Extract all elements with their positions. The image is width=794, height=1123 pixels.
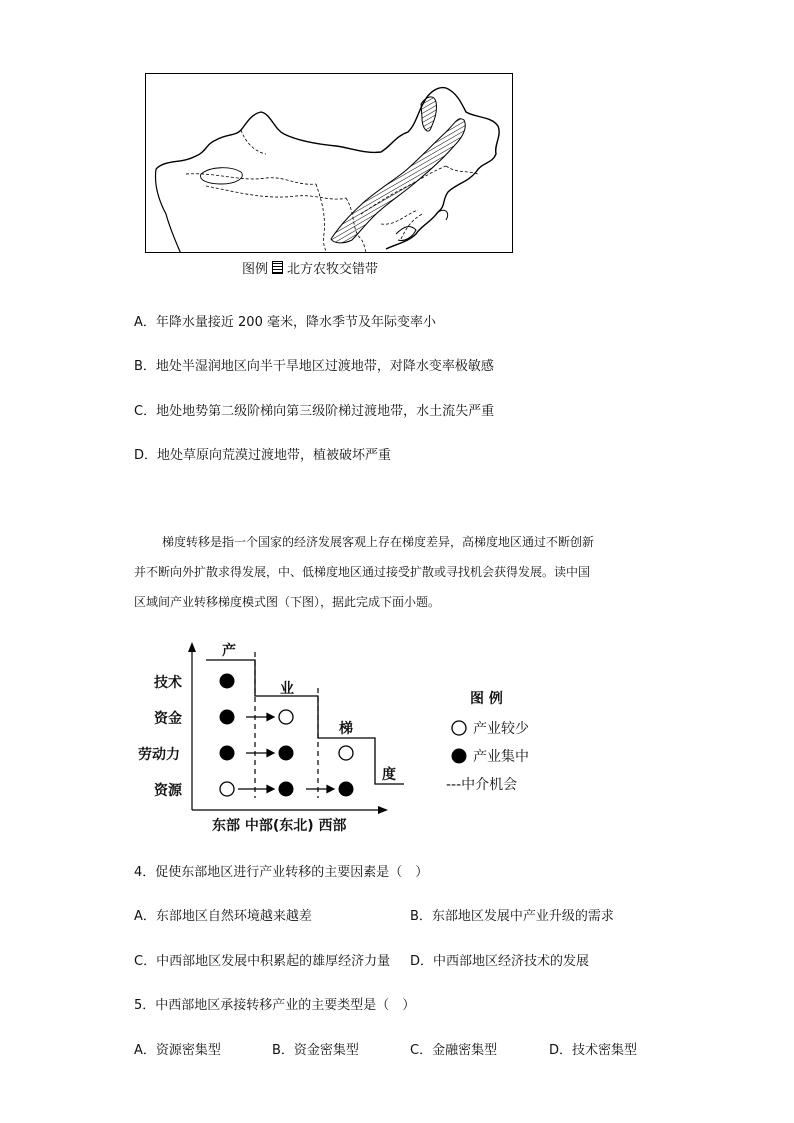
q5-option-c: C．金融密集型 [410, 1043, 498, 1058]
q4-option-c: C．中西部地区发展中积累起的雄厚经济力量 [134, 954, 391, 969]
diagram-legend-opportunity-row [446, 774, 517, 794]
option-b: B．地处半湿润地区向半干旱地区过渡地带，对降水变率极敏感 [134, 359, 494, 374]
east-tech-dot [220, 674, 235, 689]
option-c: C．地处地势第二级阶梯向第三级阶梯过渡地带，水土流失严重 [134, 404, 495, 419]
q5-option-d: D．技术密集型 [549, 1043, 638, 1058]
row-label-resource: 资源 [154, 783, 182, 799]
central-labor-dot [279, 746, 294, 761]
east-labor-dot [220, 746, 235, 761]
industry-gradient-diagram [130, 638, 560, 838]
east-capital-dot [220, 710, 235, 725]
dash-legend-icon: --- [446, 777, 462, 793]
legend-concentrated-icon [452, 749, 467, 764]
west-resource-dot [339, 782, 354, 797]
diagram-graphic [130, 638, 560, 838]
map-legend [242, 258, 378, 277]
diagram-legend-concentrated: 产业集中 [473, 749, 529, 765]
east-resource-dot [220, 782, 234, 796]
q4-option-b: B．东部地区发展中产业升级的需求 [410, 909, 614, 924]
hatch-legend-icon [272, 261, 283, 274]
passage-line-2: 并不断向外扩散求得发展，中、低梯度地区通过接受扩散或寻找机会获得发展。读中国 [134, 565, 591, 579]
q4-stem: 4．促使东部地区进行产业转移的主要因素是（ ） [134, 865, 429, 880]
diagram-legend-few: 产业较少 [473, 721, 529, 737]
map-legend-label: 北方农牧交错带 [287, 262, 379, 277]
row-label-capital: 资金 [154, 711, 182, 727]
west-labor-dot [339, 746, 353, 760]
row-label-labor: 劳动力 [138, 747, 180, 763]
step-label-4: 度 [382, 767, 396, 783]
x-axis-arrow-icon [378, 806, 388, 814]
step-label-3: 梯 [339, 721, 353, 737]
china-map-outline [146, 74, 513, 253]
q5-option-b: B．资金密集型 [272, 1043, 359, 1058]
reading-passage [134, 527, 674, 617]
step-label-1: 产 [222, 643, 236, 659]
diagram-legend-opportunity: 中介机会 [461, 777, 518, 793]
china-map-figure [145, 73, 513, 253]
option-a: A．年降水量接近 200 毫米，降水季节及年际变率小 [134, 315, 436, 330]
passage-line-3: 区域间产业转移梯度模式图（下图），据此完成下面小题。 [134, 595, 441, 609]
q4-option-a: A．东部地区自然环境越来越差 [134, 909, 312, 924]
gradient-staircase [206, 660, 404, 784]
central-resource-dot [279, 782, 294, 797]
row-label-tech: 技术 [154, 675, 182, 691]
x-axis-labels: 东部 中部(东北) 西部 [212, 818, 347, 834]
legend-few-icon [452, 721, 466, 735]
q4-option-d: D．中西部地区经济技术的发展 [410, 954, 590, 969]
q5-stem: 5．中西部地区承接转移产业的主要类型是（ ） [134, 998, 416, 1013]
option-d: D．地处草原向荒漠过渡地带，植被破坏严重 [134, 448, 392, 463]
central-capital-dot [279, 710, 293, 724]
y-axis-arrow-icon [188, 642, 196, 652]
diagram-legend-title: 图 例 [470, 691, 503, 707]
passage-line-1: 梯度转移是指一个国家的经济发展客观上存在梯度差异，高梯度地区通过不断创新 [162, 535, 595, 549]
q5-option-a: A．资源密集型 [134, 1043, 221, 1058]
map-legend-title: 图例 [242, 262, 269, 277]
step-label-2: 业 [280, 681, 294, 697]
